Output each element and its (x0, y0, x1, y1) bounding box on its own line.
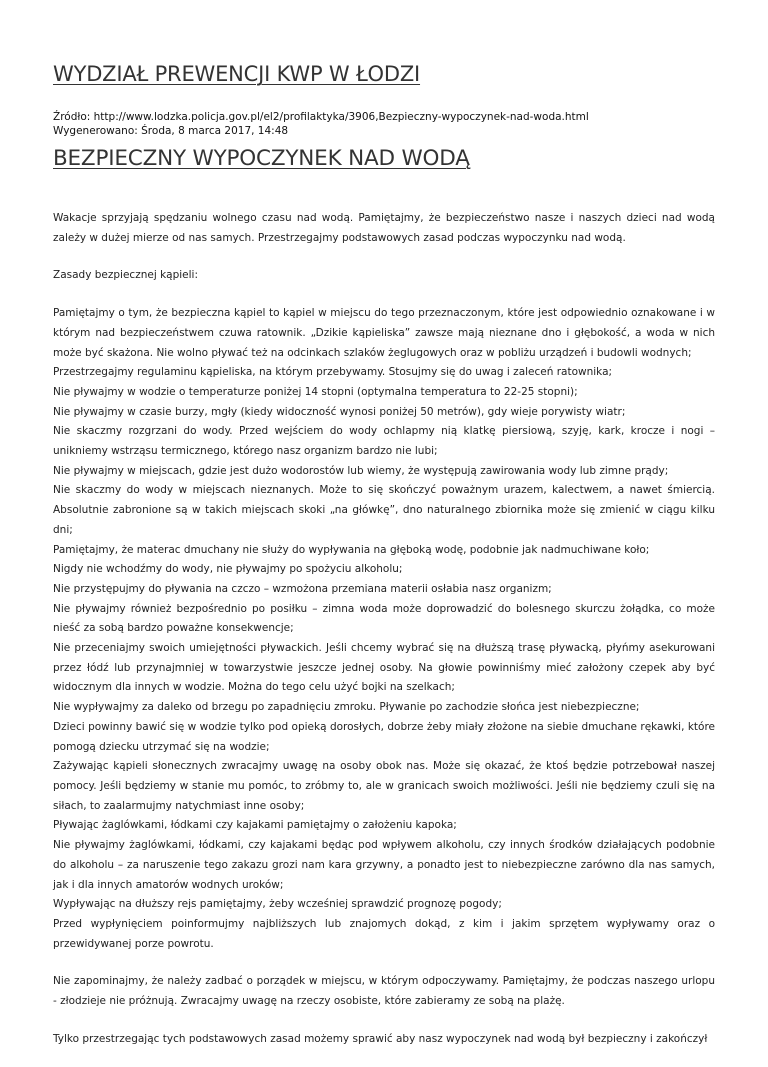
generated-line: Wygenerowano: Środa, 8 marca 2017, 14:48 (53, 125, 289, 137)
rule-item: Nie przystępujmy do pływania na czczo – wzmożona przemiana materii osłabia nasz organizm; (53, 582, 552, 595)
order-paragraph: Nie zapominajmy, że należy zadbać o porządek w miejscu, w którym odpoczywamy. Pamiętajmy, że podczas naszego urlopu - złodzieje nie próżnują. Zwracajmy uwagę na rzeczy osobiste, które zabieramy ze sobą na plażę. (53, 975, 715, 1008)
rule-item: Nie pływajmy w czasie burzy, mgły (kiedy widoczność wynosi poniżej 50 metrów), gdy wieje porywisty wiatr; (53, 405, 626, 418)
article-body (53, 209, 715, 1067)
rules-heading: Zasady bezpiecznej kąpieli: (53, 269, 199, 282)
rule-item: Dzieci powinny bawić się w wodzie tylko pod opieką dorosłych, dobrze żeby miały złożone na siebie dmuchane rękawki, które pomogą dziecku utrzymać się na wodzie; (53, 720, 715, 753)
article-title: BEZPIECZNY WYPOCZYNEK NAD WODĄ (53, 146, 470, 171)
rule-item: Przed wypłynięciem poinformujmy najbliższych lub znajomych dokąd, z kim i jakim sprzętem wypływamy oraz o przewidywanej porze powrotu. (53, 917, 715, 950)
rule-item: Nie skaczmy rozgrzani do wody. Przed wejściem do wody ochlapmy nią klatkę piersiową, szyję, kark, krocze i nogi – unikniemy wstrząsu termicznego, którego nasz organizm bardzo nie lubi; (53, 425, 715, 458)
rule-item: Przestrzegajmy regulaminu kąpieliska, na którym przebywamy. Stosujmy się do uwag i zaleceń ratownika; (53, 366, 613, 379)
rule-item: Nie pływajmy również bezpośrednio po posiłku – zimna woda może doprowadzić do bolesnego skurczu żołądka, co może nieść za sobą bardzo poważne konsekwencje; (53, 602, 715, 635)
source-line: Źródło: http://www.lodzka.policja.gov.pl/el2/profilaktyka/3906,Bezpieczny-wypoczynek-nad-woda.html (53, 111, 589, 123)
rule-item: Nie pływajmy w wodzie o temperaturze poniżej 14 stopni (optymalna temperatura to 22-25 stopni); (53, 385, 578, 398)
rule-item: Pamiętajmy, że materac dmuchany nie służy do wypływania na głęboką wodę, podobnie jak nadmuchiwane koło; (53, 543, 650, 556)
organization-title: WYDZIAŁ PREWENCJI KWP W ŁODZI (53, 62, 421, 86)
rule-item: Nie przeceniajmy swoich umiejętności pływackich. Jeśli chcemy wybrać się na dłuższą trasę pływacką, płyńmy asekurowani przez łódź lub przynajmniej w towarzystwie jeszcze jednej osoby. Na głowie powinniśmy mieć założony czepek aby być widocznym dla innych w wodzie. Można do tego celu użyć bojki na szelkach; (53, 642, 715, 694)
rule-item: Nie pływajmy żaglówkami, łódkami, czy kajakami będąc pod wpływem alkoholu, czy innych środków działających podobnie do alkoholu – za naruszenie tego zakazu grozi nam kara grzywny, a ponadto jest to niebezpieczne zarówno dla nas samych, jak i dla innych amatorów wodnych uroków; (53, 839, 715, 891)
rule-item: Wypływając na dłuższy rejs pamiętajmy, żeby wcześniej sprawdzić prognozę pogody; (53, 898, 502, 911)
document-meta (53, 110, 589, 138)
rule-item: Nie skaczmy do wody w miejscach nieznanych. Może to się skończyć poważnym urazem, kalectwem, a nawet śmiercią. Absolutnie zabronione są w takich miejscach skoki „na główkę”, dno naturalnego zbiornika może się zmienić w ciągu kilku dni; (53, 484, 715, 536)
closing-paragraph: Tylko przestrzegając tych podstawowych zasad możemy sprawić aby nasz wypoczynek nad wodą był bezpieczny i zakończył (53, 1032, 708, 1045)
rule-item: Pływając żaglówkami, łódkami czy kajakami pamiętajmy o założeniu kapoka; (53, 819, 457, 832)
intro-paragraph: Wakacje sprzyjają spędzaniu wolnego czasu nad wodą. Pamiętajmy, że bezpieczeństwo nasze i naszych dzieci nad wodą zależy w dużej mierze od nas samych. Przestrzegajmy podstawowych zasad podczas wypoczynku nad wodą. (53, 212, 715, 244)
rule-item: Nie pływajmy w miejscach, gdzie jest dużo wodorostów lub wiemy, że występują zawirowania wody lub zimne prądy; (53, 464, 669, 477)
rule-item: Nigdy nie wchodźmy do wody, nie pływajmy po spożyciu alkoholu; (53, 563, 403, 576)
rule-item: Zażywając kąpieli słonecznych zwracajmy uwagę na osoby obok nas. Może się okazać, że ktoś będzie potrzebował naszej pomocy. Jeśli będziemy w stanie mu pomóc, to zróbmy to, ale w granicach swoich możliwości. Jeśli nie będziemy czuli się na siłach, to zaalarmujmy natychmiast inne osoby; (53, 760, 715, 812)
rules-list (53, 304, 715, 954)
rule-item: Nie wypływajmy za daleko od brzegu po zapadnięciu zmroku. Pływanie po zachodzie słońca jest niebezpieczne; (53, 701, 640, 714)
rule-item: Pamiętajmy o tym, że bezpieczna kąpiel to kąpiel w miejscu do tego przeznaczonym, które jest odpowiednio oznakowane i w którym nad bezpieczeństwem czuwa ratownik. „Dzikie kąpieliska” zawsze mają nieznane dno i głębokość, a woda w nich może być skażona. Nie wolno pływać też na odcinkach szlaków żeglugowych oraz w pobliżu urządzeń i budowli wodnych; (53, 307, 715, 359)
